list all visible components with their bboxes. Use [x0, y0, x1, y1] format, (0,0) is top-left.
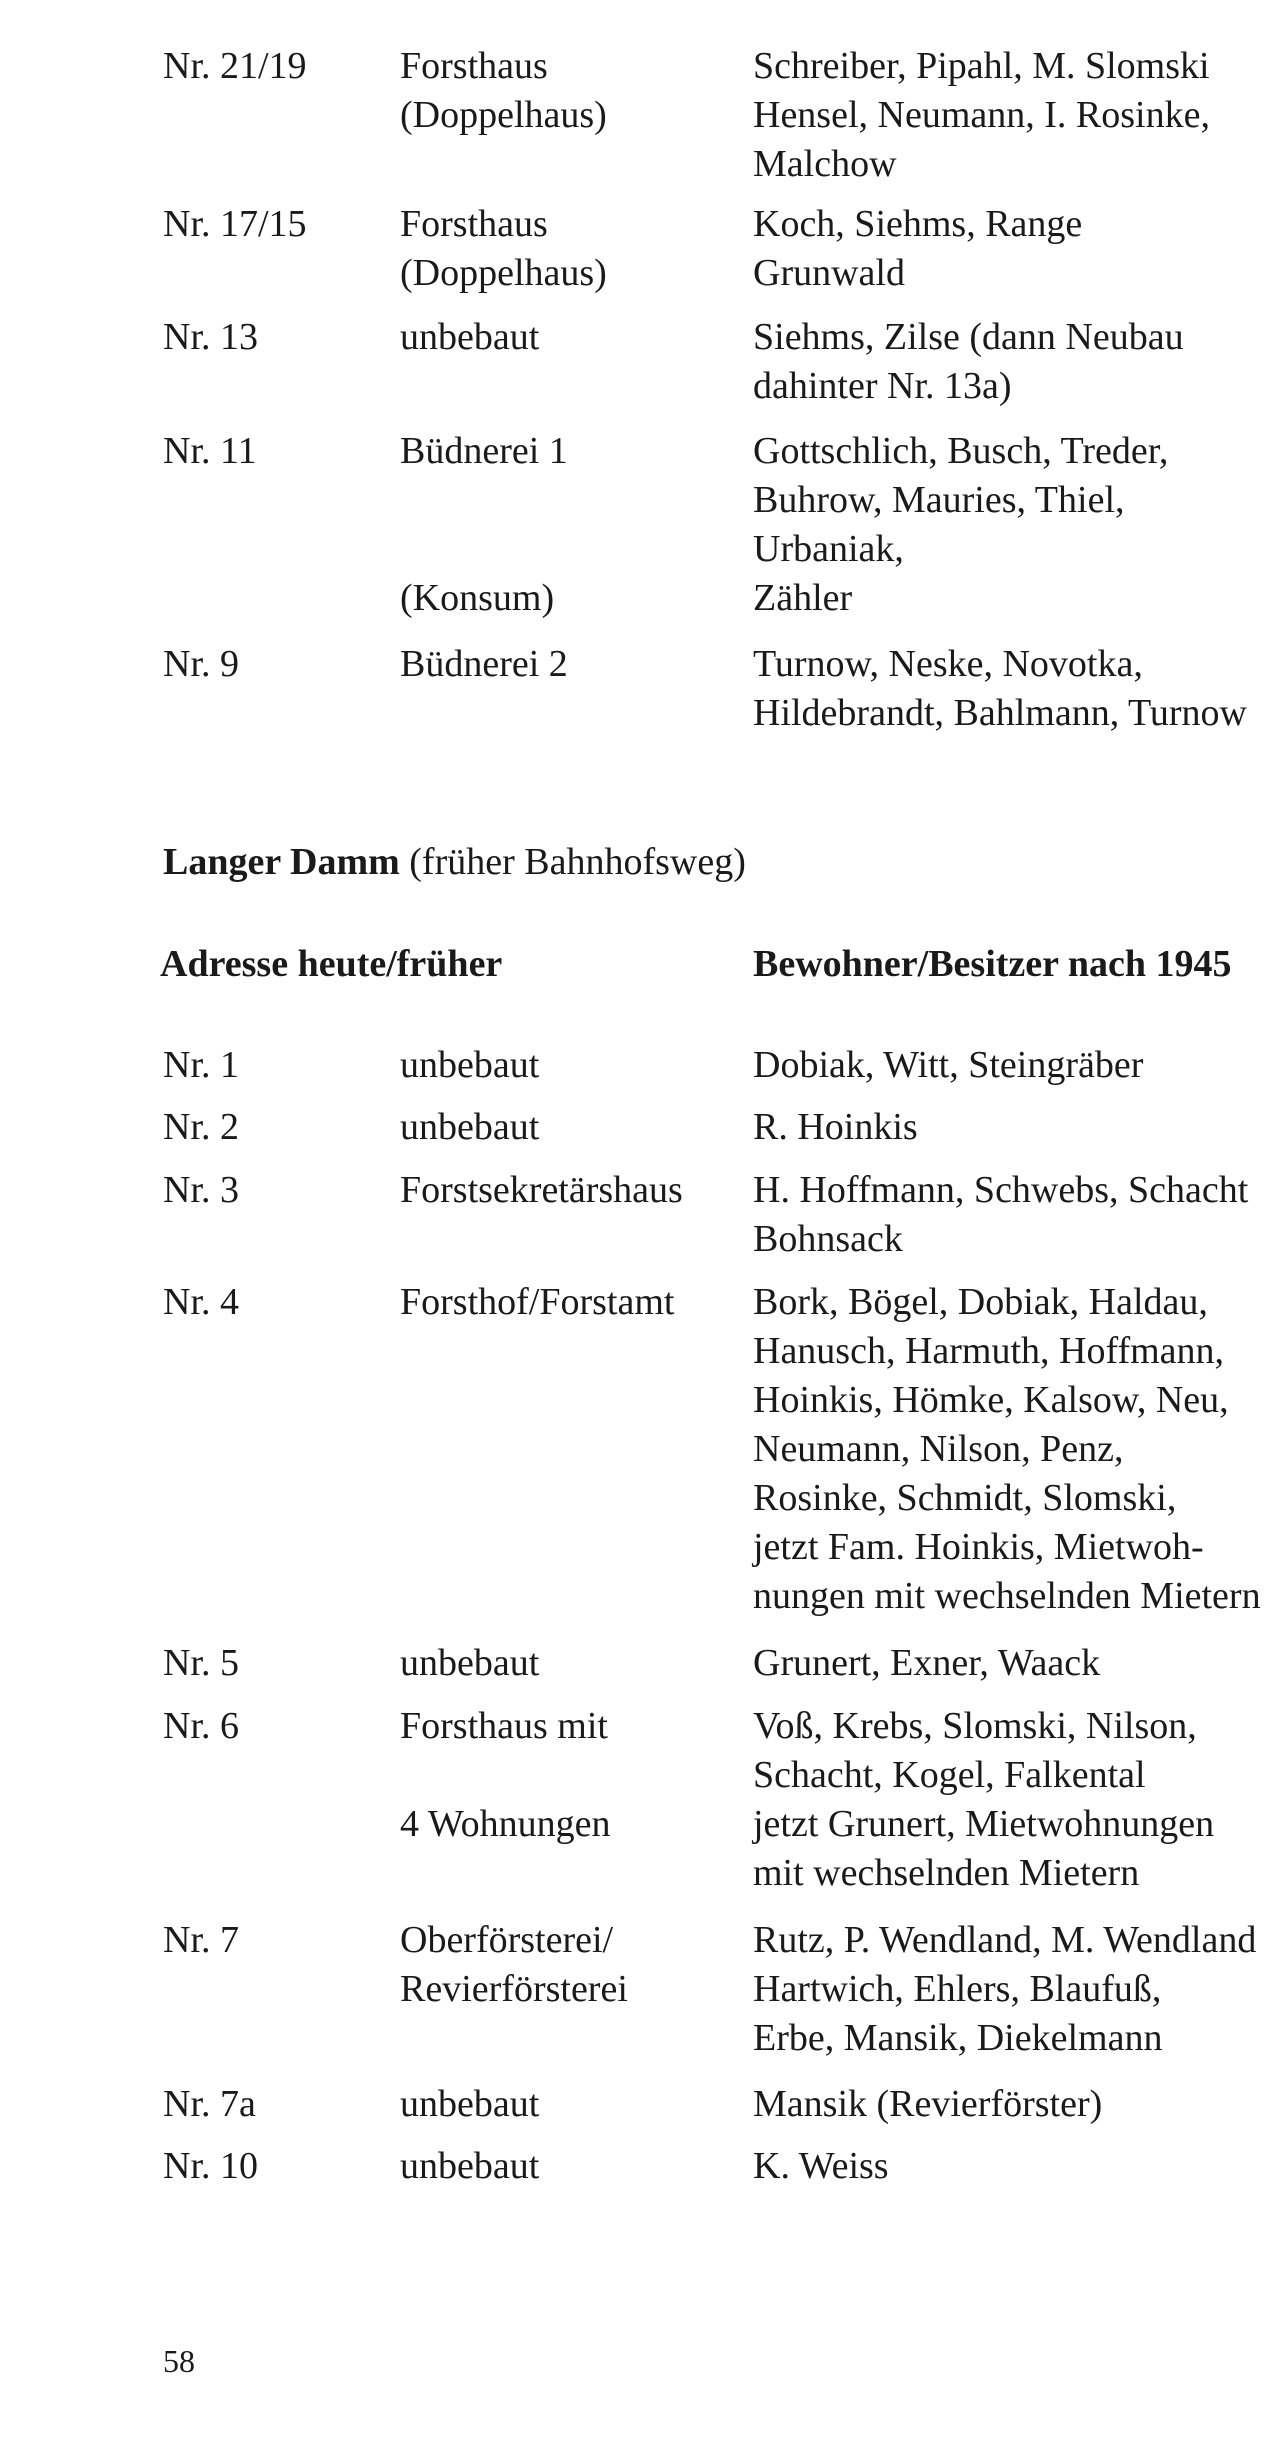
- building-line: Oberförsterei/: [400, 1919, 614, 1961]
- residents-cell: [753, 427, 1168, 623]
- residents-line: Hildebrandt, Bahlmann, Turnow: [753, 692, 1247, 734]
- building-cell: [400, 2142, 539, 2191]
- building-cell: [400, 1278, 674, 1327]
- building-line: Forsthaus: [400, 203, 548, 245]
- residents-line: Hartwich, Ehlers, Blaufuß,: [753, 1968, 1162, 2010]
- residents-line: Neumann, Nilson, Penz,: [753, 1428, 1124, 1470]
- building-line: [400, 525, 568, 574]
- building-cell: [400, 1041, 539, 1090]
- residents-cell: [753, 1639, 1100, 1688]
- building-line: (Konsum): [400, 577, 555, 619]
- residents-line: Turnow, Neske, Novotka,: [753, 643, 1143, 685]
- residents-line: mit wechselnden Mietern: [753, 1852, 1140, 1894]
- residents-line: Dobiak, Witt, Steingräber: [753, 1044, 1144, 1086]
- address-cell: Nr. 10: [163, 2145, 258, 2187]
- residents-line: Malchow: [753, 143, 897, 185]
- building-cell: [400, 42, 607, 140]
- building-line: unbebaut: [400, 2145, 540, 2187]
- residents-line: K. Weiss: [753, 2145, 889, 2187]
- residents-cell: [753, 200, 1082, 298]
- address-cell: Nr. 6: [163, 1705, 239, 1747]
- residents-line: Grunert, Exner, Waack: [753, 1642, 1101, 1684]
- residents-line: dahinter Nr. 13a): [753, 365, 1012, 407]
- address-cell: Nr. 3: [163, 1169, 239, 1211]
- residents-cell: [753, 313, 1184, 411]
- residents-line: jetzt Grunert, Mietwohnungen: [753, 1803, 1215, 1845]
- residents-line: Grunwald: [753, 252, 905, 294]
- building-cell: [400, 640, 568, 689]
- column-header-address: Adresse heute/früher: [160, 943, 503, 985]
- residents-line: Bohnsack: [753, 1218, 903, 1260]
- residents-line: Rosinke, Schmidt, Slomski,: [753, 1477, 1177, 1519]
- building-line: unbebaut: [400, 1106, 540, 1148]
- building-cell: [400, 1166, 683, 1215]
- residents-line: Schreiber, Pipahl, M. Slomski: [753, 45, 1210, 87]
- page-number: 58: [163, 2343, 195, 2379]
- address-cell: Nr. 11: [163, 430, 257, 472]
- building-line: unbebaut: [400, 316, 540, 358]
- address-cell: Nr. 7a: [163, 2083, 256, 2125]
- building-cell: [400, 313, 539, 362]
- building-cell: [400, 200, 607, 298]
- residents-line: Voß, Krebs, Slomski, Nilson,: [753, 1705, 1197, 1747]
- street-note: (früher Bahnhofsweg): [409, 841, 746, 883]
- street-name: Langer Damm: [163, 841, 400, 883]
- residents-line: Bork, Bögel, Dobiak, Haldau,: [753, 1281, 1208, 1323]
- address-cell: Nr. 7: [163, 1919, 239, 1961]
- building-line: unbebaut: [400, 2083, 540, 2125]
- building-line: Forstsekretärshaus: [400, 1169, 683, 1211]
- residents-line: Schacht, Kogel, Falkental: [753, 1754, 1146, 1796]
- residents-cell: [753, 640, 1247, 738]
- residents-cell: [753, 1041, 1143, 1090]
- residents-cell: [753, 1916, 1256, 2063]
- residents-cell: [753, 2142, 889, 2191]
- address-cell: Nr. 4: [163, 1281, 239, 1323]
- building-line: unbebaut: [400, 1642, 540, 1684]
- building-line: Revierförsterei: [400, 1968, 628, 2010]
- residents-line: Hensel, Neumann, I. Rosinke,: [753, 94, 1210, 136]
- building-line: 4 Wohnungen: [400, 1803, 611, 1845]
- residents-line: Mansik (Revierförster): [753, 2083, 1103, 2125]
- address-cell: Nr. 5: [163, 1642, 239, 1684]
- address-cell: Nr. 2: [163, 1106, 239, 1148]
- building-line: Forsthaus: [400, 45, 548, 87]
- address-cell: Nr. 17/15: [163, 203, 307, 245]
- building-cell: [400, 427, 568, 623]
- residents-cell: [753, 2080, 1102, 2129]
- building-cell: [400, 1639, 539, 1688]
- building-line: Büdnerei 1: [400, 430, 568, 472]
- column-header-residents: Bewohner/Besitzer nach 1945: [753, 943, 1232, 985]
- street-heading: [163, 838, 746, 887]
- address-cell: Nr. 9: [163, 643, 239, 685]
- address-cell: Nr. 13: [163, 316, 258, 358]
- building-cell: [400, 1103, 539, 1152]
- address-cell: Nr. 1: [163, 1044, 239, 1086]
- building-cell: [400, 1702, 611, 1849]
- residents-line: Rutz, P. Wendland, M. Wendland: [753, 1919, 1257, 1961]
- residents-cell: [753, 1702, 1214, 1898]
- residents-line: Zähler: [753, 577, 853, 619]
- building-line: Büdnerei 2: [400, 643, 568, 685]
- building-line: Forsthof/Forstamt: [400, 1281, 675, 1323]
- residents-line: Hoinkis, Hömke, Kalsow, Neu,: [753, 1379, 1229, 1421]
- residents-line: Gottschlich, Busch, Treder,: [753, 430, 1169, 472]
- address-cell: Nr. 21/19: [163, 45, 307, 87]
- residents-line: H. Hoffmann, Schwebs, Schacht: [753, 1169, 1249, 1211]
- building-line: unbebaut: [400, 1044, 540, 1086]
- building-line: (Doppelhaus): [400, 252, 607, 294]
- residents-cell: [753, 1278, 1261, 1621]
- residents-line: Siehms, Zilse (dann Neubau: [753, 316, 1184, 358]
- building-cell: [400, 1916, 628, 2014]
- building-line: [400, 1751, 611, 1800]
- residents-cell: [753, 1103, 918, 1152]
- residents-line: jetzt Fam. Hoinkis, Mietwoh-: [753, 1526, 1204, 1568]
- building-cell: [400, 2080, 539, 2129]
- residents-line: Hanusch, Harmuth, Hoffmann,: [753, 1330, 1225, 1372]
- residents-line: Erbe, Mansik, Diekelmann: [753, 2017, 1163, 2059]
- residents-line: nungen mit wechselnden Mietern: [753, 1575, 1261, 1617]
- building-line: [400, 476, 568, 525]
- residents-cell: [753, 1166, 1248, 1264]
- residents-cell: [753, 42, 1210, 189]
- building-line: Forsthaus mit: [400, 1705, 608, 1747]
- building-line: (Doppelhaus): [400, 94, 607, 136]
- residents-line: Koch, Siehms, Range: [753, 203, 1083, 245]
- residents-line: R. Hoinkis: [753, 1106, 918, 1148]
- residents-line: Urbaniak,: [753, 528, 904, 570]
- residents-line: Buhrow, Mauries, Thiel,: [753, 479, 1125, 521]
